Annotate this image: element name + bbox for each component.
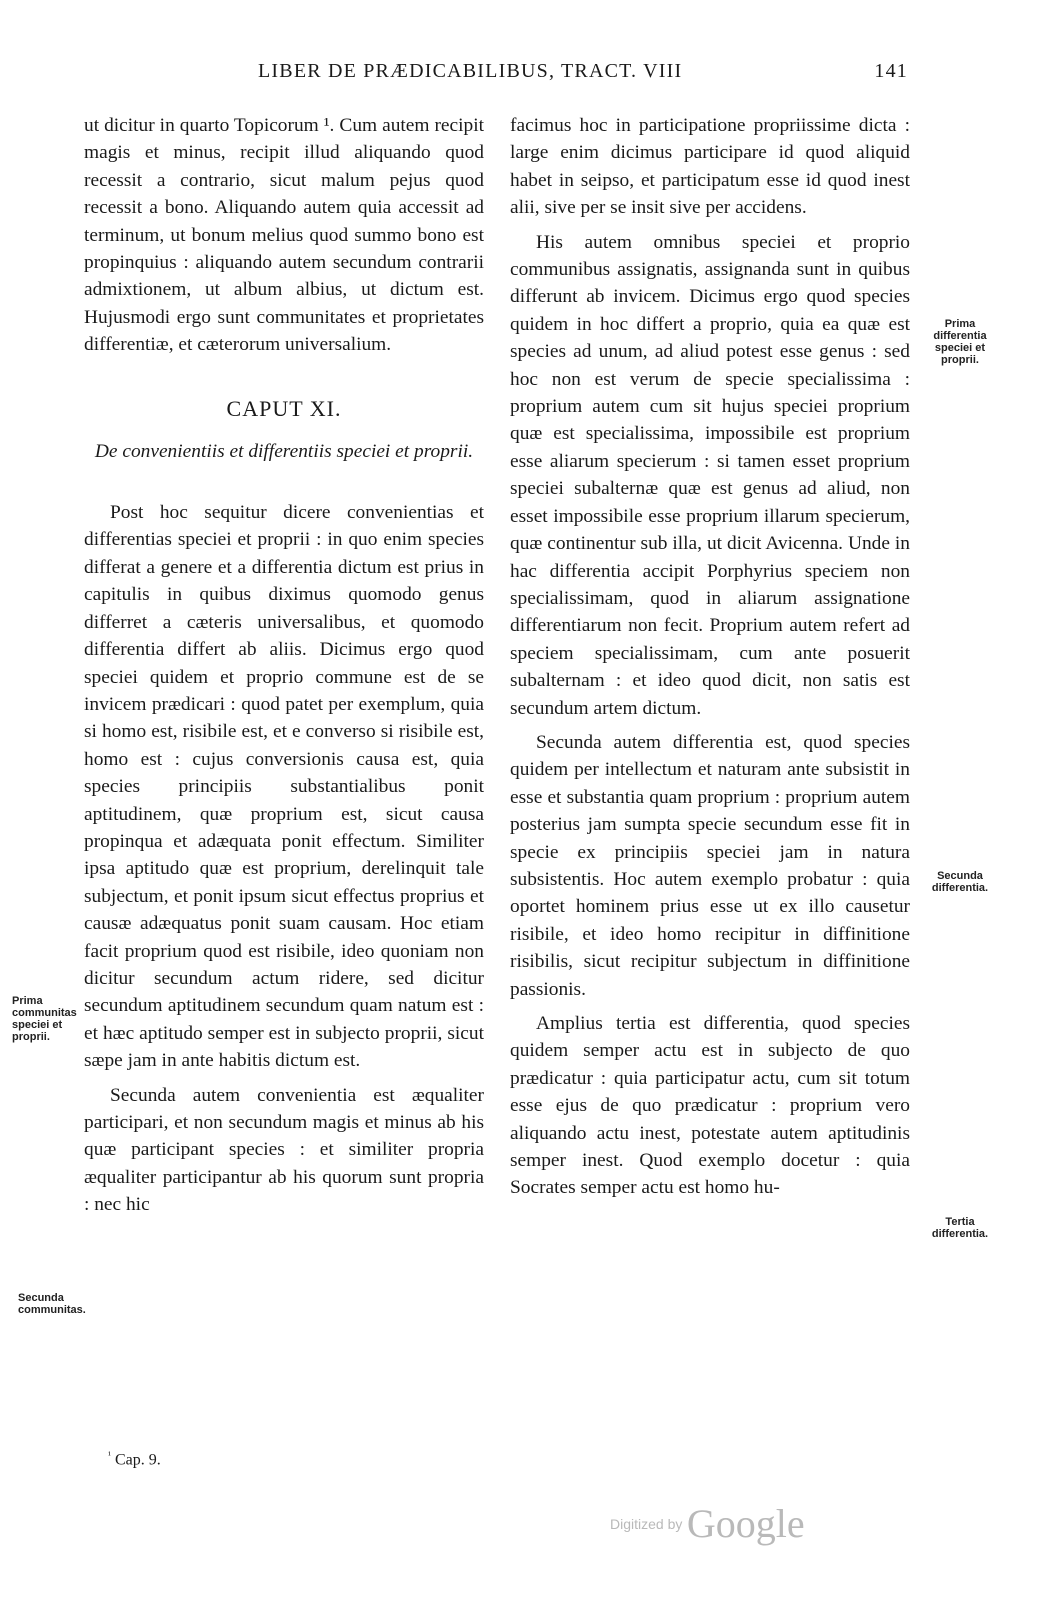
margin-note-prima-differentia: Prima differentia speciei et proprii. <box>933 318 987 366</box>
running-title: LIBER DE PRÆDICABILIBUS, TRACT. VIII <box>258 60 683 82</box>
right-paragraph-2: His autem omnibus speciei et proprio communibus assignatis, assignanda sunt in quibus differunt ab invicem. Dicimus ergo quod species quidem in hoc differt a proprio, quia ea quæ est species ad unum, ad aliud potest esse genus : sed hoc non est verum de specie specialissima : proprium autem cum sit hujus speciei proprium quæ est specialissima, impossibile est proprium esse aliarum specierum : si tamen esset proprium speciei subalternæ quæ est genus ad aliud, non esset impossibile esse proprium illarum specierum, quæ continentur sub illa, ut dicit Avicenna. Unde in hac differentia accipit Porphyrius speciem non specialissimam, quod in aliarum assignatione differentiarum non fecit. Proprium autem refert ad speciem specialissimam, cum ante posuerit subalternam : et ideo quod dicit, non satis est secundum artem dictum. <box>510 231 910 719</box>
left-paragraph-2: Post hoc sequitur dicere convenientias et differentias speciei et proprii : in quo enim species differat a genere et a differentia dictum est prius in capitulis in quibus diximus quomodo genus differret a cæteris universalibus, et quomodo differentia differt ab aliis. Dicimus ergo quod speciei quidem et proprio commune est de se invicem prædicari : quod patet per exemplum, quia si homo est, risibile est, et e converso si risibile est, homo est : cujus conversionis causa est, quia species principiis substantialibus ponit aptitudinem, quæ proprium est, sicut causa propinqua et adæquata ponit effectum. Similiter ipsa aptitudo quæ est proprium, derelinquit tale subjectum, et ponit ipsum sicut effectus proprius et causæ adæquatus ponit suam causam. Hoc etiam facit proprium quod est risibile, ideo quoniam non dicitur secundum actum ridere, sed dicitur secundum aptitudinem secundum quam natum est : et hæc aptitudo semper est in subjecto proprii, sicut sæpe jam in ante habitis dictum est. <box>84 502 484 1072</box>
digitized-watermark <box>610 1500 805 1547</box>
chapter-subtitle: De convenientiis et differentiis speciei et proprii. <box>94 441 474 463</box>
right-paragraph-4: Amplius tertia est differentia, quod species quidem semper actu est in subjecto de quo prædicatur : quia participatur actu, cum sit totum esse ejus de quo prædicatur : proprium vero aliquando actu inest, potestate autem aptitudinis semper inest. Quod exemplo docetur : quia Socrates semper actu est homo hu- <box>510 1013 910 1199</box>
margin-note-secunda-communitas: Secunda communitas. <box>18 1292 86 1316</box>
right-paragraph-1: facimus hoc in participatione propriissime dicta : large enim dicimus participare id quod aliquid habet in seipso, et participatum esse id quod inest alii, sive per se insit sive per accidens. <box>510 115 910 219</box>
footnote <box>108 1450 161 1469</box>
right-paragraph-3: Secunda autem differentia est, quod species quidem per intellectum et naturam ante subsistit in esse et substantia quam proprium : proprium autem posterius jam sumpta specie secundum esse fit in specie ex principiis speciei jam in natura subsistentis. Hoc autem exemplo probatur : quia oportet hominem prius esse ut ex illo causetur risibile, et ideo homo recipitur in diffinitione risibilis, sicut recipitur subjectum in diffinitione passionis. <box>510 731 910 1000</box>
page-number: 141 <box>874 60 908 82</box>
google-logo: Google <box>686 1501 805 1546</box>
left-paragraph-3: Secunda autem convenientia est æqualiter participari, et non secundum magis et minus ab his quæ participant species : et similiter propria æqualiter participantur ab his quorum sunt propria : nec hic <box>84 1084 484 1216</box>
margin-note-secunda-differentia: Secunda differentia. <box>931 870 989 894</box>
running-header <box>258 60 908 92</box>
margin-note-tertia-differentia: Tertia differentia. <box>931 1216 989 1240</box>
watermark-caption: Digitized by <box>610 1516 683 1532</box>
left-column <box>84 112 484 1219</box>
left-paragraph-1: ut dicitur in quarto Topicorum ¹. Cum autem recipit magis et minus, recipit illud aliquando quod recessit a contrario, sicut malum pejus quod recessit a bono. Aliquando autem quia accessit ad terminum, ut bonum melius quod summo bono est propinquius : aliquando autem secundum contrarii admixtionem, ut album albius, ut dictum est. Hujusmodi ergo sunt communitates et proprietates differentiæ, et cæterorum universalium. <box>84 115 484 356</box>
margin-note-prima-communitas: Prima communitas speciei et proprii. <box>12 995 77 1043</box>
footnote-marker: ¹ <box>108 1450 111 1461</box>
footnote-text: Cap. 9. <box>115 1451 161 1469</box>
right-column <box>510 112 910 1202</box>
chapter-title: CAPUT XI. <box>226 395 342 421</box>
